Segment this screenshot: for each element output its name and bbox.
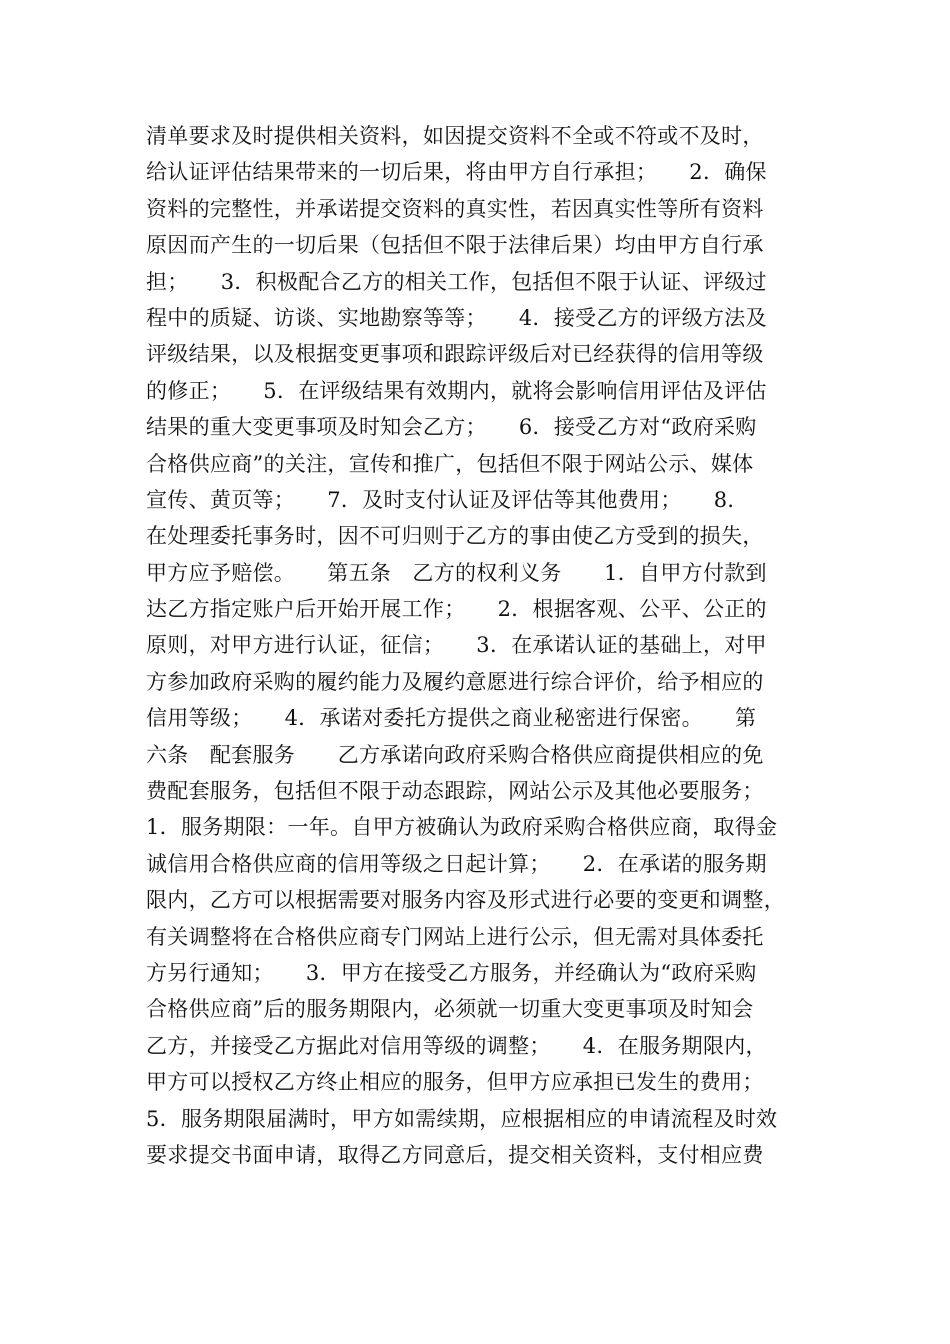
text-line: 甲方可以授权乙方终止相应的服务，但甲方应承担已发生的费用； [146, 1070, 764, 1095]
text-line: 方参加政府采购的履约能力及履约意愿进行综合评价，给予相应的 [146, 669, 764, 694]
text-line: 原则，对甲方进行认证，征信； 3．在承诺认证的基础上，对甲 [146, 633, 767, 658]
text-line: 原因而产生的一切后果（包括但不限于法律后果）均由甲方自行承 [146, 233, 764, 258]
text-line: 结果的重大变更事项及时知会乙方； 6．接受乙方对“政府采购 [146, 415, 757, 440]
text-line: 费配套服务，包括但不限于动态跟踪，网站公示及其他必要服务； [146, 779, 764, 804]
text-line: 限内，乙方可以根据需要对服务内容及形式进行必要的变更和调整， [146, 888, 785, 913]
text-line: 5．服务期限届满时，甲方如需续期，应根据相应的申请流程及时效 [146, 1106, 778, 1131]
text-line: 在处理委托事务时，因不可归则于乙方的事由使乙方受到的损失， [146, 524, 764, 549]
text-line: 评级结果，以及根据变更事项和跟踪评级后对已经获得的信用等级 [146, 342, 764, 367]
text-line: 宣传、黄页等； 7．及时支付认证及评估等其他费用； 8． [146, 487, 749, 512]
text-line: 担； 3．积极配合乙方的相关工作，包括但不限于认证、评级过 [146, 269, 767, 294]
text-line: 清单要求及时提供相关资料，如因提交资料不全或不符或不及时， [146, 124, 764, 148]
document-body-text [146, 118, 816, 1173]
text-line: 要求提交书面申请，取得乙方同意后，提交相关资料，支付相应费 [146, 1142, 764, 1167]
text-line: 合格供应商”的关注，宣传和推广，包括但不限于网站公示、媒体 [146, 451, 754, 476]
text-line: 乙方，并接受乙方据此对信用等级的调整； 4．在服务期限内， [146, 1033, 767, 1058]
text-line: 有关调整将在合格供应商专门网站上进行公示，但无需对具体委托 [146, 924, 764, 949]
text-line: 信用等级； 4．承诺对委托方提供之商业秘密进行保密。 第 [146, 706, 757, 731]
text-line: 程中的质疑、访谈、实地勘察等等； 4．接受乙方的评级方法及 [146, 305, 767, 330]
text-line: 诚信用合格供应商的信用等级之日起计算； 2．在承诺的服务期 [146, 851, 767, 876]
text-line: 资料的完整性，并承诺提交资料的真实性，若因真实性等所有资料 [146, 196, 764, 221]
text-line: 甲方应予赔偿。 第五条 乙方的权利义务 1．自甲方付款到 [146, 560, 767, 585]
text-line: 给认证评估结果带来的一切后果，将由甲方自行承担； 2．确保 [146, 160, 767, 185]
text-line: 的修正； 5．在评级结果有效期内，就将会影响信用评估及评估 [146, 378, 767, 403]
text-line: 合格供应商”后的服务期限内，必须就一切重大变更事项及时知会 [146, 997, 754, 1022]
text-line: 方另行通知； 3．甲方在接受乙方服务，并经确认为“政府采购 [146, 960, 757, 985]
text-line: 达乙方指定账户后开始开展工作； 2．根据客观、公平、公正的 [146, 597, 767, 622]
text-line: 六条 配套服务 乙方承诺向政府采购合格供应商提供相应的免 [146, 742, 764, 767]
text-line: 1．服务期限：一年。自甲方被确认为政府采购合格供应商，取得金 [146, 815, 778, 840]
